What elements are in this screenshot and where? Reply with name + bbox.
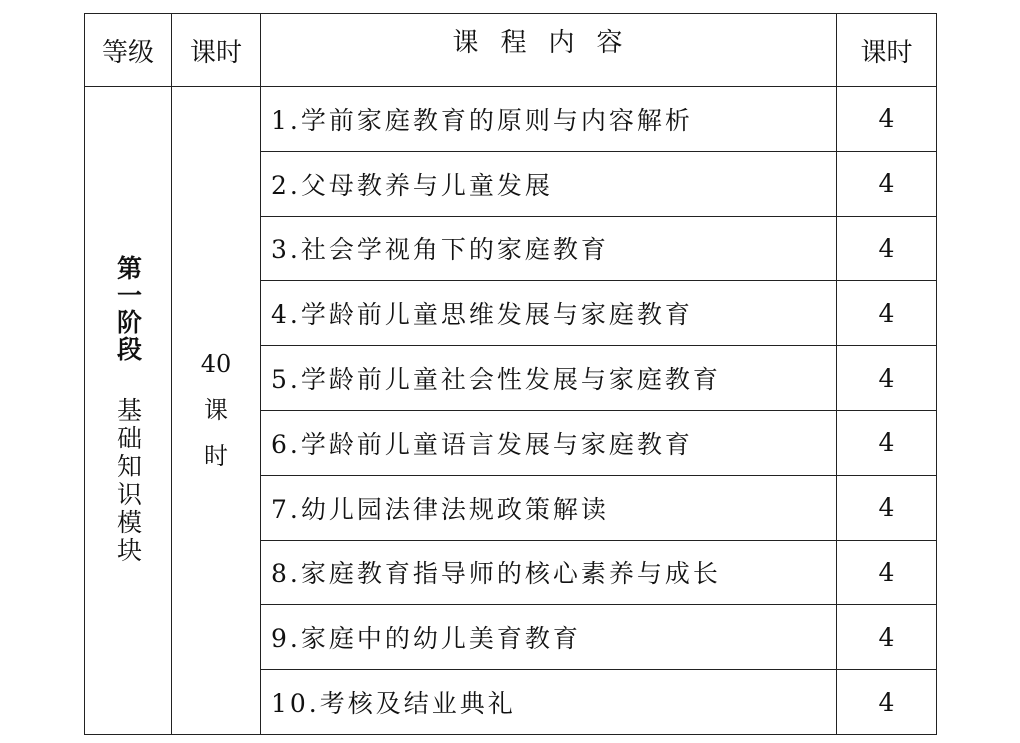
table-header-row <box>85 14 937 87</box>
stage-total-hours-cell <box>172 87 261 735</box>
course-name: 2.父母教养与儿童发展 <box>261 151 837 216</box>
course-hours: 4 <box>837 216 937 281</box>
stage-total-hours-unit-1: 课 <box>203 396 228 425</box>
course-name: 4.学龄前儿童思维发展与家庭教育 <box>261 281 837 346</box>
course-name: 1.学前家庭教育的原则与内容解析 <box>261 87 837 152</box>
header-course-hours: 课时 <box>837 14 937 87</box>
course-name: 5.学龄前儿童社会性发展与家庭教育 <box>261 346 837 411</box>
course-name: 8.家庭教育指导师的核心素养与成长 <box>261 540 837 605</box>
course-hours: 4 <box>837 151 937 216</box>
stage-total-hours-unit-2: 时 <box>203 442 228 471</box>
course-hours: 4 <box>837 605 937 670</box>
course-name: 7.幼儿园法律法规政策解读 <box>261 475 837 540</box>
course-name: 3.社会学视角下的家庭教育 <box>261 216 837 281</box>
course-hours: 4 <box>837 87 937 152</box>
stage-title: 第一阶段 <box>113 255 143 364</box>
course-hours: 4 <box>837 670 937 735</box>
course-name: 6.学龄前儿童语言发展与家庭教育 <box>261 410 837 475</box>
course-hours: 4 <box>837 540 937 605</box>
stage-cell <box>85 87 172 735</box>
stage-subtitle: 基础知识模块 <box>113 397 143 566</box>
course-hours: 4 <box>837 346 937 411</box>
course-name: 9.家庭中的幼儿美育教育 <box>261 605 837 670</box>
course-schedule-table <box>84 13 937 735</box>
header-course-content: 课程内容 <box>261 14 837 87</box>
header-hours: 课时 <box>172 14 261 87</box>
header-level: 等级 <box>85 14 172 87</box>
course-hours: 4 <box>837 475 937 540</box>
stage-total-hours-number: 40 <box>200 350 232 379</box>
course-hours: 4 <box>837 410 937 475</box>
course-name: 10.考核及结业典礼 <box>261 670 837 735</box>
course-hours: 4 <box>837 281 937 346</box>
table-row <box>85 87 937 152</box>
